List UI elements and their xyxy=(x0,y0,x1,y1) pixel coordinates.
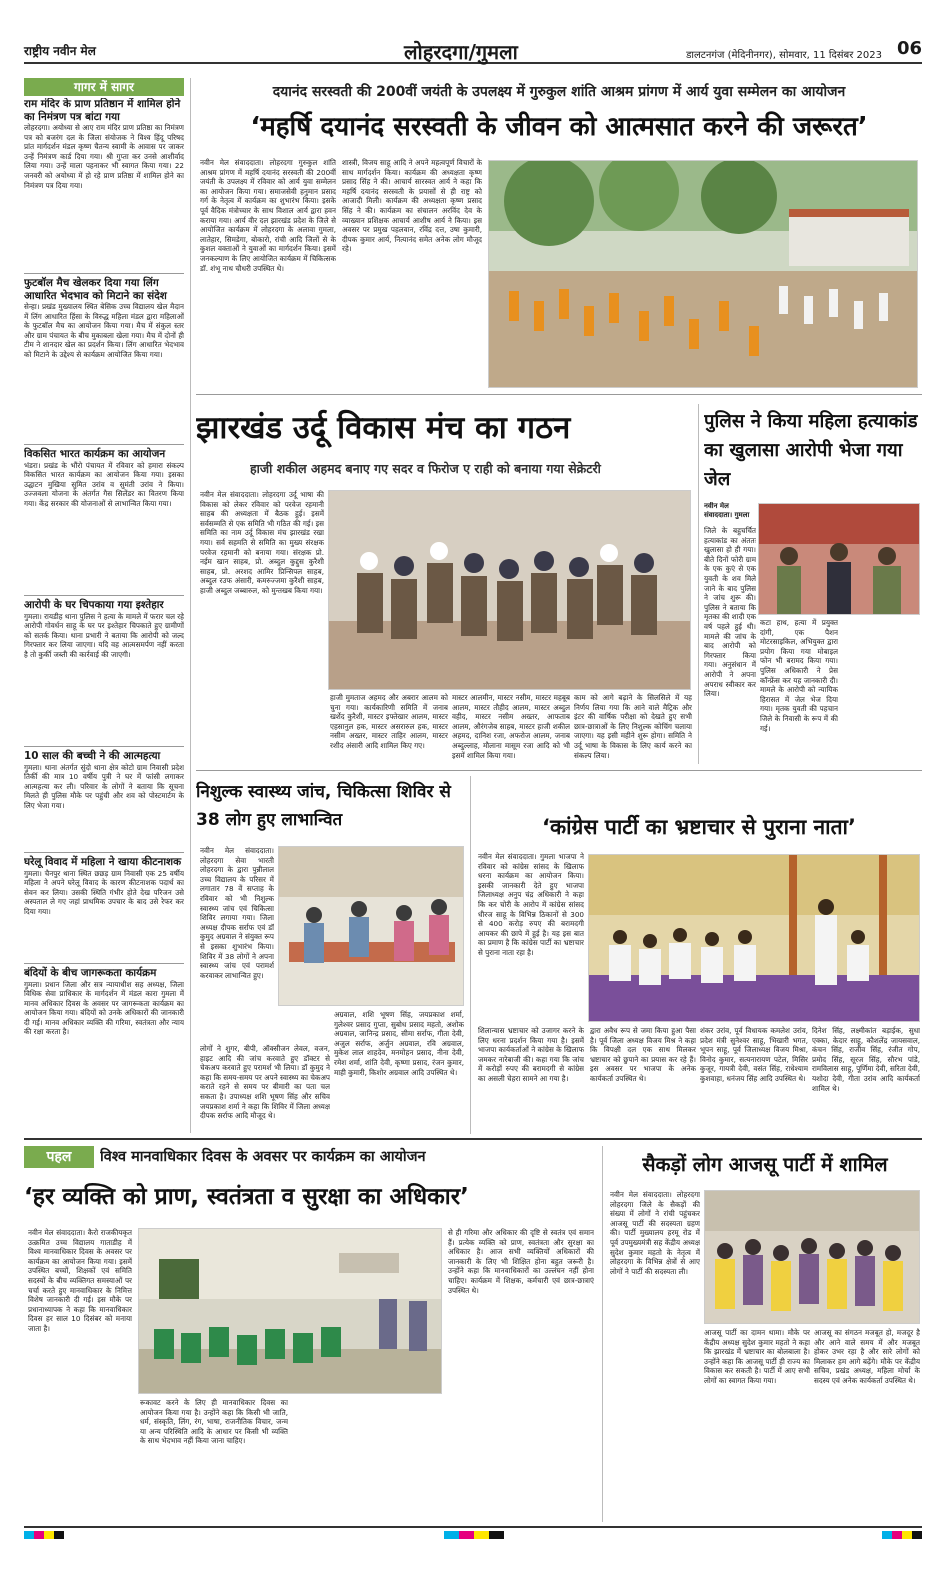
police-story-byline: नवीन मेल संवाददाता। गुमला xyxy=(704,502,750,519)
brief-headline: राम मंदिर के प्राण प्रतिष्ठान में शामिल होने का निमंत्रण पत्र बांटा गया xyxy=(24,98,181,123)
human-rights-photo-illustration xyxy=(139,1229,442,1394)
congress-story-intro: नवीन मेल संवाददाता। गुमला भाजपा ने रविवार को कांग्रेस सांसद के खिलाफ धरना कार्यक्रम का आयोजन किया। इसकी जानकारी देते हुए भाजपा जिलाध्यक्ष अनुप चंद्र अधिकारी ने कहा कि कर चोरी के आरोप में कांग्रेस सांसद धीरज साहू के विभिन्न ठिकानों से 300 से 400 करोड़ रुपए की बरामदगी आयकर की छापे में हुई है। यह इस बात का प्रमाण है कि कांग्रेस पार्टी का भ्रष्टाचार से पुराना नाता रहा है। xyxy=(478,852,584,957)
brief-item xyxy=(24,596,184,746)
section-title: लोहरदगा/गुमला xyxy=(404,40,518,64)
divider xyxy=(196,394,922,395)
health-camp-photo xyxy=(278,846,464,1006)
police-press-photo-illustration xyxy=(759,504,920,615)
ajsu-joining-photo xyxy=(704,1190,920,1324)
column-rule xyxy=(698,404,699,764)
left-briefs-column xyxy=(24,98,184,1133)
human-rights-col2: रूकावट करने के लिए ही मानवाधिकार दिवस का आयोजन किया गया है। उन्होंने कहा कि किसी भी जाति, धर्म, संस्कृति, लिंग, रंग, भाषा, राजनीतिक विचार, जन्म या अन्य परिस्थिति आदि के आधार पर किसी भी व्यक्ति के साथ भेदभाव नहीं किया जाना चाहिए। xyxy=(140,1398,288,1446)
divider xyxy=(196,770,922,771)
brief-headline: विकसित भारत कार्यक्रम का आयोजन xyxy=(24,448,166,460)
congress-story-col3: शंकर उरांव, पूर्व विधायक कमलेश उरांव, प्रदेश मंत्री सुनेश्वर साहू, भिखारी भगत, भूपन साहू, पूर्व जिलाध्यक्ष विजय मिश्रा, विनोद कुमार, सत्यनारायण पटेल, मिसिर कुजूर, गायत्री देवी, वसंत सिंह, राधेश्याम कुशवाहा, धनंजय सिंह आदि उपस्थित थे। xyxy=(700,1026,808,1083)
ajsu-story-col0 xyxy=(610,1334,700,1518)
column-rule xyxy=(190,78,191,1133)
urdu-story-col2: मास्टर आलमीन, मास्टर नसीम, मास्टर महबूब आलम, मास्टर तौहीद आलम, मास्टर अब्दुल वहीद, मास्टर नसीम अख्तर, आफताब आलम, औरंगजेब साहब, मास्टर हाजी शकील अहमद, दानिश रजा, अफरोज आलम, जनाब अब्दुल्लाह, मौलाना मासूम रजा आदि को भी इसमें शामिल किया गया। xyxy=(452,693,570,760)
urdu-story-headline: झारखंड उर्दू विकास मंच का गठन xyxy=(196,410,571,446)
human-rights-headline: ‘हर व्यक्ति को प्राण, स्वतंत्रता व सुरक्षा का अधिकार’ xyxy=(24,1184,469,1210)
urdu-meeting-photo xyxy=(328,490,691,690)
color-bar xyxy=(444,1531,504,1539)
human-rights-photo xyxy=(138,1228,442,1394)
human-rights-col2b xyxy=(292,1398,442,1518)
dateline: डालटनगंज (मेदिनीनगर), सोमवार, 11 दिसंबर 2023 xyxy=(686,50,882,61)
arya-sammelan-photo-illustration xyxy=(489,161,918,388)
ajsu-story-col2: आजसू का संगठन मजबूत हो, मजदूर है और आने वाले समय में और मजबूत होकर उभर रहा है और सारे लोगों को मिलाकर हम आगे बढ़ेंगे। मौके पर केंद्रीय सचिव, प्रखंड अध्यक्ष, महिला मोर्चा के सदस्य एवं अनेक कार्यकर्ता उपस्थित थे। xyxy=(814,1328,920,1385)
brief-item xyxy=(24,445,184,595)
brief-headline: फुटबॉल मैच खेलकर दिया गया लिंग आधारित भेदभाव को मिटाने का संदेश xyxy=(24,277,167,302)
top-story-col2: शास्त्री, विजय साहू आदि ने अपने महत्वपूर्ण विचारों के साथ मार्गदर्शन किया। कार्यक्रम की अध्यक्षता कृष्ण प्रसाद सिंह ने की। आचार्य सारस्वत आर्य ने कहा कि महर्षि दयानंद सरस्वती के प्रयासों से ही राष्ट्र को आजादी मिली। कार्यक्रम की अध्यक्षता कृष्ण प्रसाद सिंह ने की। कार्यक्रम का संचालन अरविंद देव के व्याख्यान प्रशिक्षक आचार्य आशीष आर्य ने किया। इस अवसर पर प्रमुख पहलवान, रविंद्र दत्त, उषा कुमारी, दीपक कुमार आर्य, नित्यानंद समेत अनेक लोग मौजूद रहे। xyxy=(342,158,482,254)
brief-item xyxy=(24,274,184,444)
top-story-col1: नवीन मेल संवाददाता। लोहरदगा गुरुकुल शांति आश्रम प्रांगण में महर्षि दयानंद सरस्वती की 200वीं जयंती के उपलक्ष्य में रविवार को आर्य युवा सम्मेलन का आयोजन किया गया। समाजसेवी हनुमान प्रसाद गर्ग के नेतृत्व में कार्यक्रम का शुभारंभ किया। इसके पूर्व वैदिक मंत्रोच्चार के साथ विशाल आर्य द्वारा हवन कराया गया। आर्य वीर दल झारखंड प्रदेश के जिले से आयोजित कार्यक्रम में लोहरदगा के अलावा गुमला, लातेहार, सिमडेगा, बोकारो, रांची आदि जिलों से के कुशल वक्ताओं ने युवाओं का मार्गदर्शन किया। इसमें जनकल्याण के लिए आयोजित कार्यक्रम में चिकित्सक डॉ. शंभू नाथ चौधरी उपस्थित थे। xyxy=(200,158,336,273)
urdu-meeting-photo-illustration xyxy=(329,491,691,690)
brief-body: गुमला। चैनपुर थाना स्थित छछड़ ग्राम निवासी एक 25 वर्षीय महिला ने अपने घरेलू विवाद के कारण कीटनाशक पदार्थ का सेवन कर लिया। उसकी स्थिति गंभीर होते देख परिजन उसे अस्पताल ले गए जहां प्राथमिक उपचार के बाद उसे रेफर कर दिया गया। xyxy=(24,868,184,916)
arya-sammelan-photo xyxy=(488,160,918,388)
brief-body: गुमला। थाना अंतर्गत सुंदो थाना क्षेत्र कोटो ग्राम निवासी प्रदेश तिर्की की मात्र 10 वर्षीय पुत्री ने घर में फांसी लगाकर आत्महत्या कर ली। परिवार के लोगों ने बताया कि सूचना मिलते ही पुलिस मौके पर पहुंची और शव को पोस्टमार्टम के लिए भेजा गया। xyxy=(24,762,184,810)
brief-item xyxy=(24,747,184,852)
health-story-col1: लोगों ने शुगर, बीपी, ऑक्सीजन लेवल, वजन, हाइट आदि की जांच करवाते हुए डॉक्टर से चेकअप करवाते हुए परामर्श भी लिया। डॉ कुमुद ने कहा कि समय-समय पर अपने स्वास्थ्य का चेकअप कराते रहने से समय पर बीमारी का पता चल सकता है। उपाध्यक्ष शशि भूषण सिंह और सचिव जयप्रकाश शर्मा ने कहा कि शिविर में जिला अध्यक्ष दीपक सर्राफ आदि मौजूद थे। xyxy=(200,1044,330,1121)
congress-dharna-photo-illustration xyxy=(589,855,920,1022)
column-rule xyxy=(470,776,471,1134)
brief-item xyxy=(24,853,184,963)
section-label: पहल xyxy=(24,1146,94,1168)
police-story-col2a: कटा हाथ, हत्या में प्रयुक्त दांगी, एक पैशन मोटरसाइकिल, अभियुक्त द्वारा प्रयोग किया गया मोबाइल फोन भी बरामद किया गया। पुलिस अधिकारी ने प्रेस कॉन्फ्रेंस कर यह जानकारी दी। मामले के आरोपी को न्यायिक हिरासत में जेल भेज दिया गया। मृतक युवती की पहचान जिले के निवासी के रूप में की गई। xyxy=(760,618,838,733)
color-bar xyxy=(882,1531,922,1539)
brief-body: सेन्हा। प्रखंड मुख्यालय स्थित बेसिक उच्च विद्यालय खेल मैदान में लिंग आधारित हिंसा के विरुद्ध महिला मंडल द्वारा महिलाओं के फुटबॉल मैच का आयोजन किया गया। मैच में संकुल स्तर और ग्राम पंचायत के बीच मुकाबला खेला गया। मैच में दोनों ही टीम ने शानदार खेल का प्रदर्शन किया। लिंग आधारित भेदभाव को मिटाने के उद्देश्य से कार्यक्रम आयोजित किया गया। xyxy=(24,302,184,359)
ajsu-joining-photo-illustration xyxy=(705,1191,920,1324)
human-rights-kicker: विश्व मानवाधिकार दिवस के अवसर पर कार्यक्रम का आयोजन xyxy=(100,1149,426,1165)
health-story-intro: नवीन मेल संवाददाता। लोहरदगा सेवा भारती लोहरदगा के द्वारा पुन्नीलाल उच्च विद्यालय के परिसर में लगातार 78 वें सप्ताह के रविवार को भी निशुल्क स्वास्थ्य जांच एवं चिकित्सा शिविर लगाया गया। जिला अध्यक्ष दीपक सर्राफ एवं डॉ कुमुद अग्रवाल ने संयुक्त रूप से इसका शुभारंभ किया। शिविर में 38 लोगों ने अपना स्वास्थ्य जांच एवं परामर्श करवाकर लाभान्वित हुए। xyxy=(200,846,274,980)
congress-story-col2: द्वारा अवैध रूप से जमा किया हुआ पैसा है। पूर्व जिला अध्यक्ष विजय मिश्र ने कहा कि विपक्षी दल एक साथ मिलकर भ्रष्टाचार को छुपाने का प्रयास कर रहे हैं। इस अवसर पर भाजपा के अनेक कार्यकर्ता उपस्थित थे। xyxy=(590,1026,696,1083)
footer-rule xyxy=(24,1526,922,1528)
brief-body: गुमला। प्रधान जिला और सत्र न्यायाधीश सह अध्यक्ष, जिला विधिक सेवा प्राधिकार के मार्गदर्शन में मंडल कारा गुमला में मानव अधिकार दिवस के अवसर पर जागरूकता कार्यक्रम का आयोजन किया गया। बंदियों को उनके अधिकारों की जानकारी दी गई। मानव अधिकार व्यक्ति की गरिमा, स्वतंत्रता और न्याय की रक्षा करता है। xyxy=(24,979,184,1037)
ajsu-story-col1: आजसू पार्टी का दामन थामा। मौके पर केंद्रीय अध्यक्ष सुदेश कुमार महतो ने कहा कि झारखंड में भ्रष्टाचार का बोलबाला है। उन्होंने कहा कि आजसू पार्टी ही राज्य का विकास कर सकती है। पार्टी में आए सभी लोगों का स्वागत किया गया। xyxy=(704,1328,810,1385)
top-story-kicker: दयानंद सरस्वती की 200वीं जयंती के उपलक्ष्य में गुरुकुल शांति आश्रम प्रांगण में आर्य युवा सम्मेलन का आयोजन xyxy=(272,84,846,100)
brief-body: भंडरा। प्रखंड के भौंरो पंचायत में रविवार को हमारा संकल्प विकसित भारत कार्यक्रम का आयोजन किया गया। इसका उद्घाटन मुखिया सुमित उरांव व सुमंती उरांव ने किया। उज्जवला योजना के अंतर्गत गैस सिलेंडर का वितरण किया गया। केंद्र सरकार की योजनाओं से लाभान्वित किया गया। xyxy=(24,460,184,508)
congress-story-col1: शिलान्यास भ्रष्टाचार को उजागर करने के लिए धरना प्रदर्शन किया गया है। इसमें भाजपा कार्यकर्ताओं ने कांग्रेस के खिलाफ जमकर नारेबाजी की। कहा गया कि जांच में करोड़ों रुपए की बरामदगी से कांग्रेस का असली चेहरा सामने आ गया है। xyxy=(478,1026,584,1083)
police-story-col2b xyxy=(842,618,920,764)
brief-item xyxy=(24,98,184,273)
divider xyxy=(24,1138,922,1140)
police-story-headline: पुलिस ने किया महिला हत्याकांड का खुलासा आरोपी भेजा गया जेल xyxy=(704,411,918,490)
health-camp-photo-illustration xyxy=(279,847,464,1006)
page-number: 06 xyxy=(896,38,922,59)
masthead xyxy=(24,38,922,64)
health-story-headline: निशुल्क स्वास्थ्य जांच, चिकित्सा शिविर से 38 लोग हुए लाभान्वित xyxy=(196,782,451,830)
human-rights-col3: से ही गरिमा और अधिकार की दृष्टि से स्वतंत्र एवं समान हैं। प्रत्येक व्यक्ति को प्राण, स्वतंत्रता और सुरक्षा का अधिकार है। आज सभी व्यक्तियों अधिकारों की जानकारी के लिए भी शिक्षित होना बहुत जरूरी है। उन्होंने कहा कि मानवाधिकारों का उल्लंघन नहीं होना चाहिए। कार्यक्रम में शिक्षक, कर्मचारी एवं छात्र-छात्राएं उपस्थित थे। xyxy=(448,1228,594,1295)
brief-body: लोहरदगा। अयोध्या से आए राम मंदिर प्राण प्रतिष्ठा का निमंत्रण पत्र को बजरंग दल के जिला संयोजक ने विश्व हिंदू परिषद प्रांत मार्गदर्शन मंडल कृष्ण चैतन्य स्वामी के आवास पर जाकर उन्हें निमंत्रण कार्ड दिया गया। श्री गुप्ता कर उनसे आशीर्वाद लिया गया। उन्हें माला पहनाकर भी स्वागत किया गया। 22 जनवरी को अयोध्या में हो रहे प्राण प्रतिष्ठा में शामिल होने का निमंत्रण पत्र दिया गया। xyxy=(24,123,184,190)
color-bar xyxy=(24,1531,64,1539)
congress-story-headline: ‘कांग्रेस पार्टी का भ्रष्टाचार से पुराना नाता’ xyxy=(542,815,856,839)
congress-story-col4: दिनेश सिंह, लक्ष्मीकांत बड़ाईक, सुधा एक्का, केदार साहू, कौशलेंद्र जायसवाल, कंचन सिंह, राजीव सिंह, रंजीत गोप, प्रमोद सिंह, सूरज सिंह, सौरभ पांडे, रामविलास साहू, पूर्णिमा देवी, सरिता देवी, यशोदा देवी, गीता उरांव आदि कार्यकर्ता शामिल थे। xyxy=(812,1026,920,1093)
human-rights-col1: नवीन मेल संवाददाता। कैरो राजकीयकृत उत्क्रमित उच्च विद्यालय गाताडीह में विश्व मानवाधिकार दिवस के अवसर पर कार्यक्रम का आयोजन किया गया। इसमें उपस्थित बच्चों, शिक्षकों एवं समिति सदस्यों के बीच व्यक्तिगत समस्याओं पर चर्चा करते हुए मानवाधिकार के निमित्त विशेष जानकारी दी गई। इस मौके पर प्रधानाध्यापक ने कहा कि मानवाधिकार दिवस हर साल 10 दिसंबर को मनाया जाता है। xyxy=(28,1228,132,1333)
urdu-story-col3: काम को आगे बढ़ाने के सिलसिले में यह निर्णय लिया गया कि आने वाले मैट्रिक और इंटर की वार्षिक परीक्षा को देखते हुए सभी छात्र-छात्राओं के लिए निशुल्क कोचिंग चलाया जाएगा। यह इसी महीने शुरू होगा। समिति ने उर्दू भाषा के विकास के लिए कार्य करने का संकल्प लिया। xyxy=(574,693,692,760)
column-label: गागर में सागर xyxy=(24,78,184,96)
brief-headline: बंदियों के बीच जागरूकता कार्यक्रम xyxy=(24,967,157,979)
column-rule xyxy=(602,1146,603,1522)
brief-item xyxy=(24,964,184,1124)
brief-body: गुमला। रायडीह थाना पुलिस ने हत्या के मामले में फरार चल रहे आरोपी गोवर्धन साहू के घर पर इश्तेहार चिपकाते हुए ग्रामीणों को सतर्क किया। थाना प्रभारी ने बताया कि आरोपी को जल्द गिरफ्तार कर लिया जाएगा। यदि वह आत्मसमर्पण नहीं करता है तो कुर्की जब्ती की कार्रवाई की जाएगी। xyxy=(24,611,184,659)
top-story-headline: ‘महर्षि दयानंद सरस्वती के जीवन को आत्मसात करने की जरूरत’ xyxy=(250,112,868,142)
health-story-col2: अग्रवाल, शशि भूषण सिंह, जयप्रकाश शर्मा, गुलेश्वर प्रसाद गुप्ता, सुबोध प्रसाद महतो, अशोक अग्रवाल, जानिन्द्र प्रसाद, सीमा सर्राफ, गीता देवी, अजुल सर्राफ, अर्जुन अग्रवाल, रवि अग्रवाल, मुकेश लाल शाहदेव, मनमोहन प्रसाद, नीना देवी, रमेश शर्मा, शांति देवी, कृष्णा प्रसाद, रंजन कुमार, माही कुमारी, किशोर अग्रवाल आदि उपस्थित थे। xyxy=(334,1010,464,1077)
police-press-photo xyxy=(758,503,920,615)
brief-headline: आरोपी के घर चिपकाया गया इश्तेहार xyxy=(24,599,164,611)
print-registration-strip xyxy=(24,1531,922,1541)
brand-logo: राष्ट्रीय नवीन मेल xyxy=(24,44,96,58)
brief-headline: घरेलू विवाद में महिला ने खाया कीटनाशक xyxy=(24,856,182,868)
urdu-story-subhead: हाजी शकील अहमद बनाए गए सदर व फिरोज ए राही को बनाया गया सेक्रेटरी xyxy=(250,461,601,476)
brief-headline: 10 साल की बच्ची ने की आत्महत्या xyxy=(24,750,161,762)
police-story-col1: जिले के बहुचर्चित हत्याकांड का अंततः खुलासा हो ही गया। बीते दिनों फोरी ग्राम के एक कुएं से एक युवती के शव मिले जाने के बाद पुलिस ने जांच शुरू की। पुलिस ने बताया कि मृतका की शादी एक वर्ष पहले हुई थी। मामले की जांच के बाद आरोपी को गिरफ्तार किया गया। अनुसंधान में आरोपी ने अपना अपराध स्वीकार कर लिया। xyxy=(704,526,756,699)
urdu-story-col1: हाजी मुमताज अहमद और अबरार आलम को चुना गया। कार्यकारिणी समिति में जनाब खर्शेद कुरैशी, मास्टर इफ्तेखार आलम, मास्टर एहसानुल हक, मास्टर असरारुल हक, मास्टर नसीम अख्तर, मास्टर ताहिर आलम, मास्टर रशीद अंसारी आदि शामिल किए गए। xyxy=(330,693,448,750)
urdu-story-intro: नवीन मेल संवाददाता। लोहरदगा उर्दू भाषा की विकास को लेकर रविवार को परवेज रहमानी साहब की अध्यक्षता में बैठक हुई। इसमें सर्वसम्मति से एक समिति भी गठित की गई। इस समिति का नाम उर्दू विकास मंच झारखंड रखा गया। सर्व सहमति से समिति का मुख्य संरक्षक परवेज रहमानी को बनाया गया। संरक्षक प्रो. नईम खान साहब, प्रो. अब्दुल कुद्दुस कुरैशी साहब, प्रो. अरशद आमिर प्रिन्सिपल साहब, अब्दुल रउफ अंसारी, कमरुज्जमा कुरैशी साहब, हाजी अब्दुल जब्बारुल, को मुन्तखब किया गया। xyxy=(200,490,324,595)
ajsu-story-intro: नवीन मेल संवाददाता। लोहरदगा लोहरदगा जिले के सैकड़ों की संख्या में लोगों ने रांची पहुंचकर आजसू पार्टी की सदस्यता ग्रहण की। पार्टी मुख्यालय हरमू रोड में पूर्व उपमुख्यमंत्री सह केंद्रीय अध्यक्ष सुदेश कुमार महतो के नेतृत्व में लोहरदगा के विभिन्न क्षेत्रों से आए लोगों ने पार्टी की सदस्यता ली। xyxy=(610,1190,700,1276)
ajsu-story-headline: सैकड़ों लोग आजसू पार्टी में शामिल xyxy=(642,1153,888,1176)
congress-dharna-photo xyxy=(588,854,920,1022)
